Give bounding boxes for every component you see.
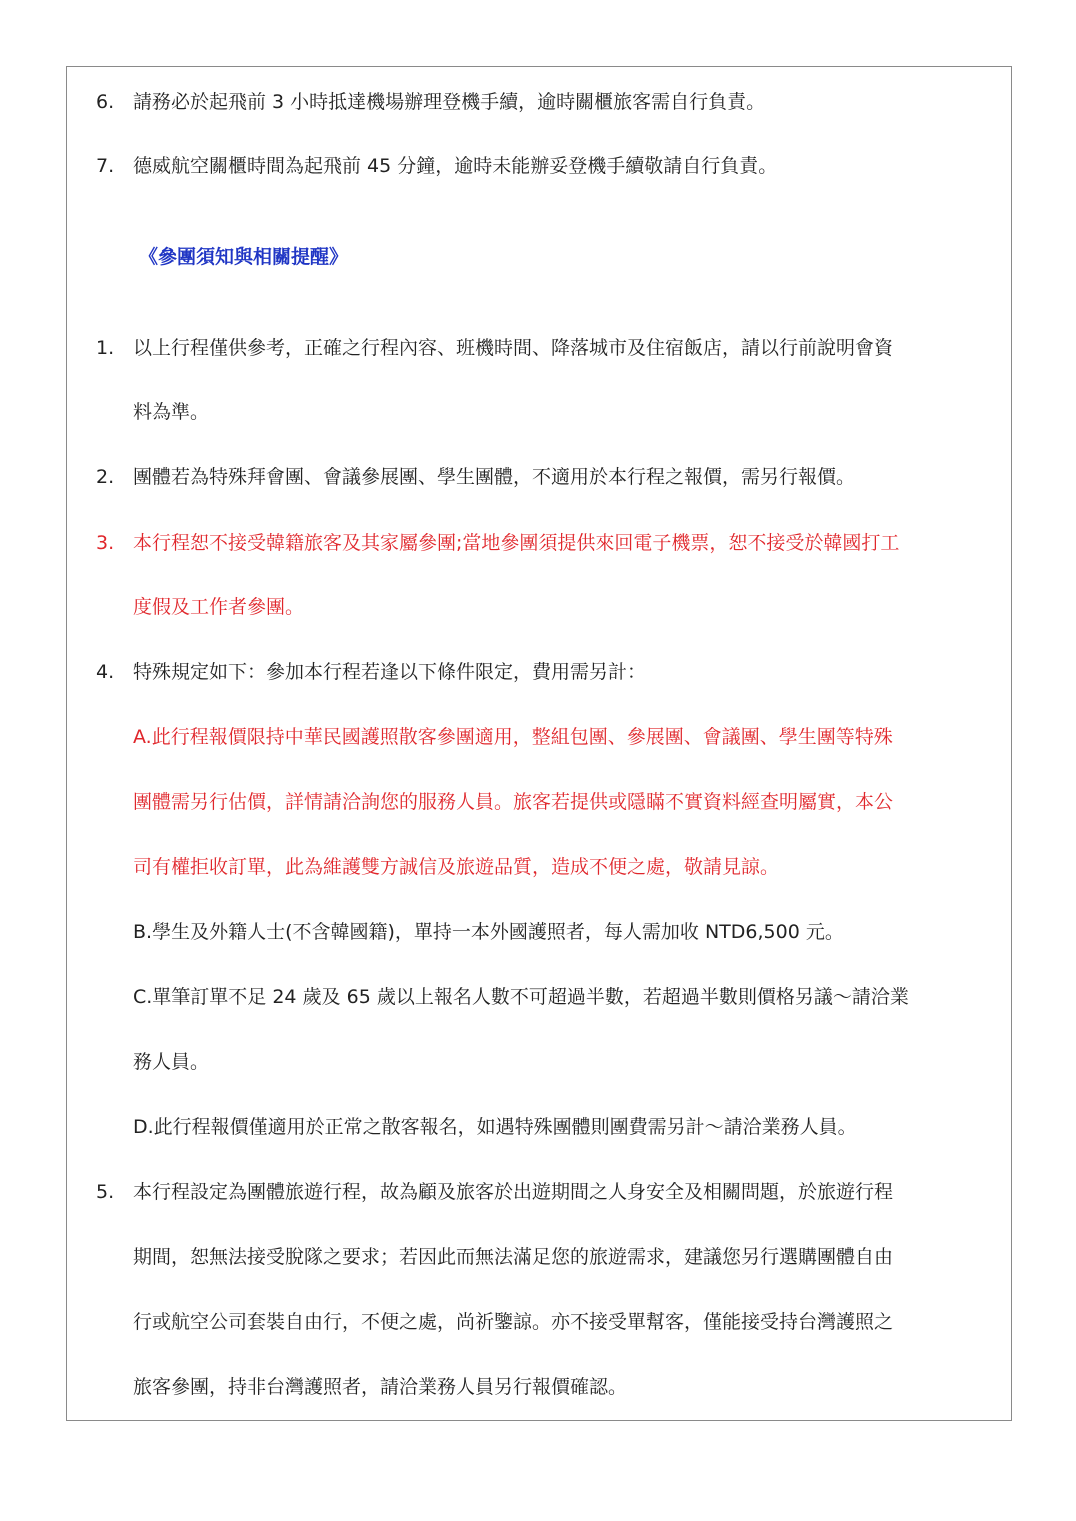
sub-item-continuation: [0, 1047, 1076, 1077]
item-number: 1.: [96, 337, 115, 359]
list-item: [0, 87, 1076, 117]
list-item-warning: [0, 528, 1076, 558]
item-number: 3.: [96, 532, 115, 554]
list-item-continuation: [0, 397, 1076, 427]
sub-item-text: 團體需另行估價，詳情請洽詢您的服務人員。旅客若提供或隱瞞不實資料經查明屬實，本公: [133, 791, 894, 813]
item-text: 請務必於起飛前 3 小時抵達機場辦理登機手續，逾時關櫃旅客需自行負責。: [133, 91, 766, 113]
sub-item-c: [0, 982, 1076, 1012]
list-item: [0, 333, 1076, 363]
item-number: 6.: [96, 91, 115, 113]
item-text: 團體若為特殊拜會團、會議參展團、學生團體，不適用於本行程之報價，需另行報價。: [133, 466, 856, 488]
sub-item-b: [0, 917, 1076, 947]
sub-item-a: [0, 722, 1076, 752]
sub-item-text: B.學生及外籍人士(不含韓國籍)，單持一本外國護照者，每人需加收 NTD6,500 元。: [133, 921, 844, 943]
item-number: 4.: [96, 661, 115, 683]
item-text: 料為準。: [133, 401, 210, 423]
list-item-continuation: [0, 1307, 1076, 1337]
sub-item-text: 務人員。: [133, 1051, 210, 1073]
sub-item-continuation: [0, 852, 1076, 882]
list-item: [0, 657, 1076, 687]
item-number: 7.: [96, 155, 115, 177]
item-text: 以上行程僅供參考，正確之行程內容、班機時間、降落城市及住宿飯店，請以行前說明會資: [133, 337, 894, 359]
item-text: 期間，恕無法接受脫隊之要求；若因此而無法滿足您的旅遊需求，建議您另行選購團體自由: [133, 1246, 894, 1268]
item-text: 行或航空公司套裝自由行，不便之處，尚祈鑒諒。亦不接受單幫客，僅能接受持台灣護照之: [133, 1311, 894, 1333]
list-item-continuation: [0, 1242, 1076, 1272]
section-title-row: [0, 242, 1076, 272]
item-text: 德威航空關櫃時間為起飛前 45 分鐘，逾時未能辦妥登機手續敬請自行負責。: [133, 155, 778, 177]
sub-item-text: C.單筆訂單不足 24 歲及 65 歲以上報名人數不可超過半數，若超過半數則價格另議～請洽業: [133, 986, 909, 1008]
list-item: [0, 151, 1076, 181]
sub-item-d: [0, 1112, 1076, 1142]
item-text: 特殊規定如下：參加本行程若逢以下條件限定，費用需另計：: [133, 661, 647, 683]
item-number: 2.: [96, 466, 115, 488]
item-text: 本行程設定為團體旅遊行程，故為顧及旅客於出遊期間之人身安全及相關問題，於旅遊行程: [133, 1181, 894, 1203]
list-item-continuation: [0, 1372, 1076, 1402]
section-title: 《參團須知與相關提醒》: [139, 246, 349, 268]
item-text: 旅客參團，持非台灣護照者，請洽業務人員另行報價確認。: [133, 1376, 628, 1398]
list-item: [0, 462, 1076, 492]
sub-item-text: D.此行程報價僅適用於正常之散客報名，如遇特殊團體則團費需另計～請洽業務人員。: [133, 1116, 857, 1138]
sub-item-continuation: [0, 787, 1076, 817]
sub-item-text: A.此行程報價限持中華民國護照散客參團適用，整組包團、參展團、會議團、學生團等特殊: [133, 726, 893, 748]
item-number: 5.: [96, 1181, 115, 1203]
list-item-continuation: [0, 592, 1076, 622]
sub-item-text: 司有權拒收訂單，此為維護雙方誠信及旅遊品質，造成不便之處，敬請見諒。: [133, 856, 780, 878]
item-text: 本行程恕不接受韓籍旅客及其家屬參團;當地參團須提供來回電子機票，恕不接受於韓國打工: [133, 532, 900, 554]
item-text: 度假及工作者參團。: [133, 596, 305, 618]
list-item: [0, 1177, 1076, 1207]
